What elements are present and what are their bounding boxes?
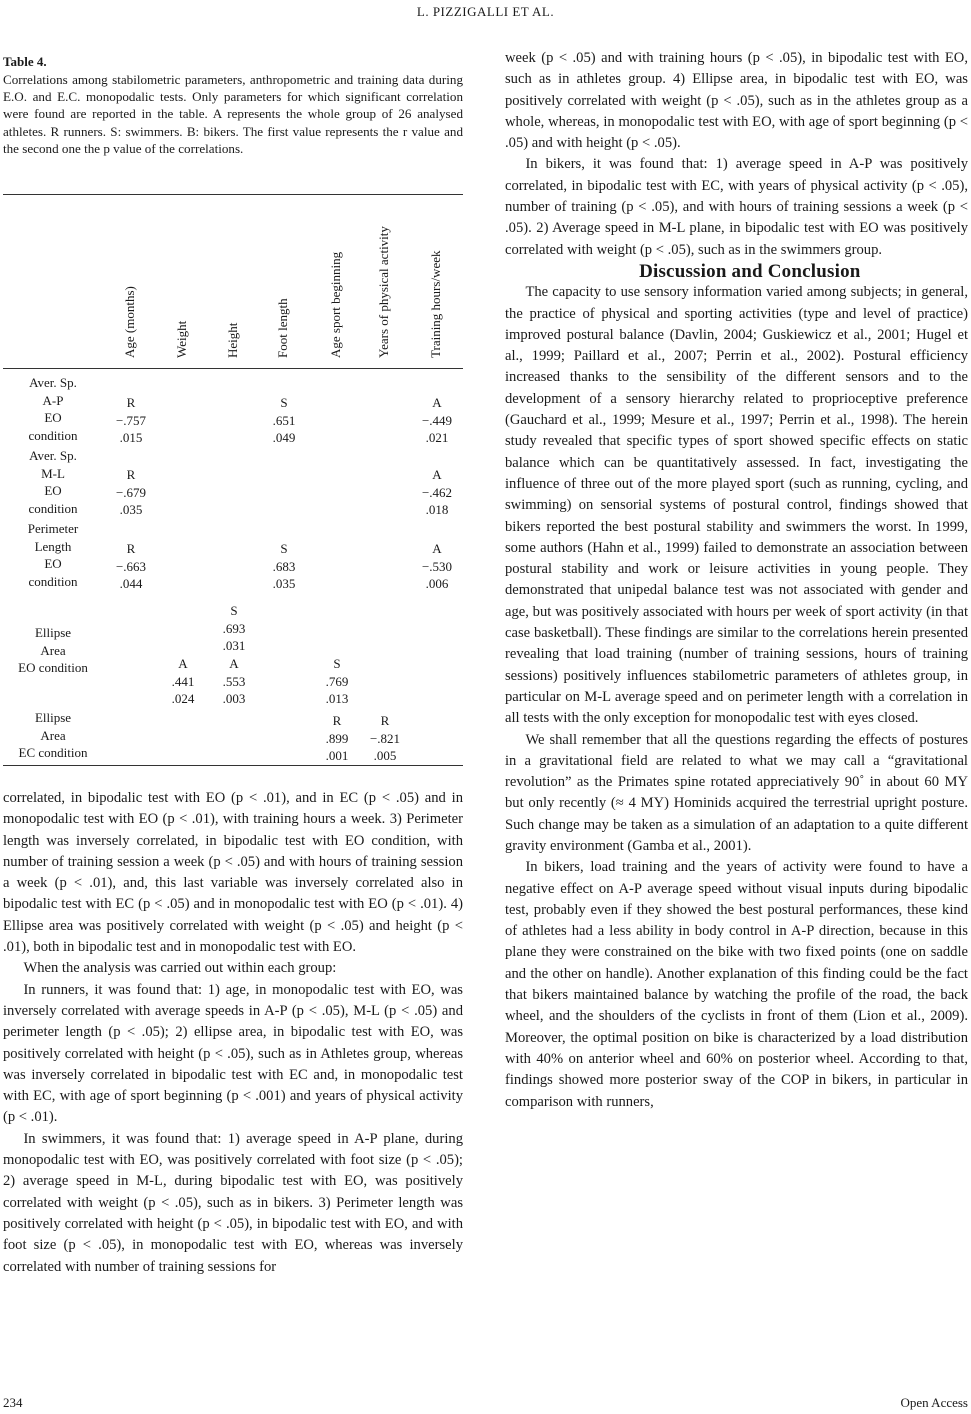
row-label-line: Area [40,727,66,743]
cell-value: .006 [425,576,449,591]
section-title: Discussion and Conclusion [639,260,861,282]
cell-value: −.679 [115,484,147,500]
row-label-line: EO condition [18,660,88,675]
cell-value: .651 [272,412,296,428]
table-title: Table 4. [3,54,47,69]
cell-value: S [230,603,238,618]
column-header-label: Years of physical activity [376,226,391,358]
column-header [326,138,348,358]
cell-value: A [432,467,442,482]
row-label-line: EO [44,556,62,571]
cell-value: .693 [222,620,246,636]
row-label [3,709,103,762]
cell-value: .899 [325,730,349,746]
cell-value: .441 [171,673,195,689]
row-label-line: Perimeter [27,521,79,536]
footer-label: Open Access [900,1395,968,1410]
body-paragraph: We shall remember that all the questions regarding the effects of postures in a gravitational field are related to what we may call a “gravitational revolution” as the Primates spine rotated appreciatively 90˚ in about 60 MY but only recently (≈ 4 MY) Hominids acquired the terrestrial upright posture. Such change may be taken as a simulation of an adaptation to a quite different gravity environment (Gamba et al., 2001). [505,731,968,854]
table-cell [101,466,161,519]
table-caption: Correlations among stabilometric parameters, anthropometric and training data during E.O. and E.C. monopodalic tests. Only parameters for which significant correlation were found are reported in the table. A represents the whole group of 26 analysed athletes. R runners. S: swimmers. B: bikers. The first value represents the r value and the second one the p value of the correlations. [3,72,463,156]
table-cell [204,655,264,708]
left-column [3,788,463,1278]
body-paragraph: correlated, in bipodalic test with EO (p < .01), and in EC (p < .05) and in monopodalic test with EO (p < .01), with training hours a week. 3) Perimeter length was inversely correlated, in bipodalic test with EO condition, with number of training session a week (p < .05) and with hours of training session a week (p < .01), and, this last variable was inversely correlated also in bipodalic test with EC (p < .05) and in monopodalic test with EO (p < .01). 4) Ellipse area was positively correlated with weight (p < .05) and height (p < .01), both in bipodalic test and in monopodalic test with EO. [3,790,463,956]
row-label [3,624,103,677]
body-paragraph: In runners, it was found that: 1) age, in monopodalic test with EO, was inversely correlated with average speeds in A-P (p < .05), M-L (p < .05) and perimeter length (p < .05); 2) ellipse area, in bipodalic test with EO, was positively correlated with height (p < .05), such as in Athletes group, whereas was inversely correlated in bipodalic test with EC and, in monopodalic test with EC, with age of sport beginning (p < .001) and years of physical activity (p < .01). [3,981,463,1126]
column-header-label: Age (months) [122,286,137,358]
cell-value: .001 [325,748,349,763]
body-paragraph: When the analysis was carried out within each group: [23,960,337,977]
running-head: L. PIZZIGALLI ET AL. [416,4,555,19]
row-label-line: condition [28,500,78,516]
column-header-label: Foot length [275,298,290,358]
cell-value: .769 [325,673,349,689]
cell-value: .044 [119,576,143,591]
table-header-rule [3,368,463,369]
cell-value: .005 [373,748,397,763]
row-label-line: EC condition [18,745,88,760]
column-header [120,138,142,358]
column-header-label: Height [225,322,240,358]
cell-value: .049 [272,430,296,445]
right-column [505,48,968,1113]
cell-value: .013 [325,691,349,706]
table-cell [101,394,161,447]
cell-value: −.462 [421,484,453,500]
table-cell [407,394,467,447]
column-header [426,138,448,358]
column-header-label: Age sport beginning [328,251,343,358]
row-label-line: condition [28,427,78,443]
cell-value: .021 [425,430,449,445]
body-paragraph: week (p < .05) and with training hours (p < .05), in bipodalic test with EO, such as in athletes group. 4) Ellipse area, in bipodalic test with EO, was positively correlated with weight (p < .05), such as in the athletes group as a whole, whereas, in monopodalic test with EO, with age of sport beginning (p < .05) and with height (p < .05). [505,50,968,152]
row-label [3,520,103,590]
cell-value: R [126,395,136,410]
row-label-line: Ellipse [34,625,72,640]
cell-value: .018 [425,502,449,517]
table-cell [355,712,415,765]
column-header-label: Weight [174,320,189,358]
body-paragraph: The capacity to use sensory information varied among subjects; in general, the practice of physical and sporting activities (type and level of practice) improved postural balance (Davlin, 2004; Guskiewicz et al., 2001; Hugel et al., 1999; Paillard et al., 2007; Perrin et al., 2002). Postural efficiency increased thanks to the sensibility of the different sensors and to the development of a sensory hierarchy related to proprioceptive preference (Gauchard et al., 1999; Mesure et al., 1997; Perrin et al., 1998). The herein study revealed that specific types of sport showed specific effects on static balance which can be quantitatively assessed. In fact, investigating the influence of three out of the more played sport (such as running, cycling, and swimming) on sensorial systems of postural control, findings showed that bikers reported the best postural stability and swimmers the worst. In 1999, some authors (Hahn et al., 1999) failed to demonstrate an association between postural stability and work or leisure activities in young people. They demonstrated that unipedal balance test was not associated with gender and age, but was positively associated with hours per week of sport activity (in that case basketball). These findings are similar to the correlations herein presented revealing that load training (number of training sessions, hours of training sessions) positively influences stabilometric parameters of athletes group, in particular on M-L average speed and on perimeter length with a correlation in all tests with the only exception for monopodalic test with eyes closed. [505,284,968,727]
column-header [223,138,245,358]
cell-value: −.757 [115,412,147,428]
row-label-line: Length [34,538,72,554]
table-cell [407,540,467,593]
row-label-line: EO [44,410,62,425]
row-label-line: Aver. Sp. [29,375,77,390]
table-cell [407,466,467,519]
row-label-line: Area [40,642,66,658]
cell-value: R [126,541,136,556]
row-label-line: A-P [42,392,64,408]
cell-value: .683 [272,558,296,574]
table-cell [307,655,367,708]
cell-value: −.663 [115,558,147,574]
body-paragraph: In bikers, load training and the years of activity were found to have a negative effect on A-P average speed without visual inputs during bipodalic test, probably even if they showed the best postural performances, these kind of athletes had a less ability in body control in A-P direction, because in this plane they were constrained on the bike with two fixed points (one on saddle and the other on handle). Another explanation of this finding could be the fact that bikers maintained balance by watching the profile of the road, the back wheel, and the shoulders of the cyclists in front of them (Lion et al., 2009). Moreover, the optimal position on bike is characterized by a load distribution with 40% on anterior wheel and 60% on posterior wheel. According to that, findings showed more posterior sway of the COP in bikers, in particular in comparison with runners, [505,859,968,1110]
body-paragraph: In bikers, it was found that: 1) average speed in A-P was positively correlated, in bipodalic test with EC, with years of physical activity (p < .05), number of training (p < .05), and with hours of training sessions a week (p < .05). 2) Average speed in M-L plane, in bipodalic test with EO was positively correlated with weight (p < .05), such as in the swimmers group. [505,156,968,258]
cell-value: .003 [222,691,246,706]
table-cell [254,540,314,593]
table-cell [204,602,264,655]
cell-value: A [178,656,188,671]
cell-value: .031 [222,638,246,653]
cell-value: S [333,656,341,671]
cell-value: R [126,467,136,482]
cell-value: −.449 [421,412,453,428]
cell-value: .035 [119,502,143,517]
body-paragraph: In swimmers, it was found that: 1) average speed in A-P plane, during monopodalic test with EO, was positively correlated with foot size (p < .05); 2) average speed in M-L, during bipodalic test with EO, was positively correlated with weight (p < .05), such as in bikers. 3) Perimeter length was positively correlated with height (p < .05), in bipodalic test with EO, and with foot size (p < .05), in monopodalic test with EO, whereas was inversely correlated with number of training sessions for [3,1130,463,1275]
row-label-line: M-L [41,465,65,481]
cell-value: A [229,656,239,671]
table-cell [101,540,161,593]
table-cell [254,394,314,447]
table-bottom-rule [3,765,463,766]
row-label-line: Ellipse [34,710,72,725]
cell-value: −.530 [421,558,453,574]
row-label-line: condition [28,573,78,589]
row-label-line: EO [44,483,62,498]
column-header [172,138,194,358]
cell-value: −.821 [369,730,401,746]
column-header-label: Training hours/week [428,250,443,358]
column-header [374,138,396,358]
cell-value: .553 [222,673,246,689]
cell-value: S [280,541,288,556]
row-label-line: Aver. Sp. [29,448,77,463]
cell-value: .024 [171,691,195,706]
cell-value: S [280,395,288,410]
column-header [273,138,295,358]
cell-value: .035 [272,576,296,591]
cell-value: A [432,541,442,556]
row-label [3,374,103,444]
cell-value: A [432,395,442,410]
page-number: 234 [3,1395,23,1410]
row-label [3,447,103,517]
cell-value: R [380,713,390,728]
cell-value: R [332,713,342,728]
cell-value: .015 [119,430,143,445]
